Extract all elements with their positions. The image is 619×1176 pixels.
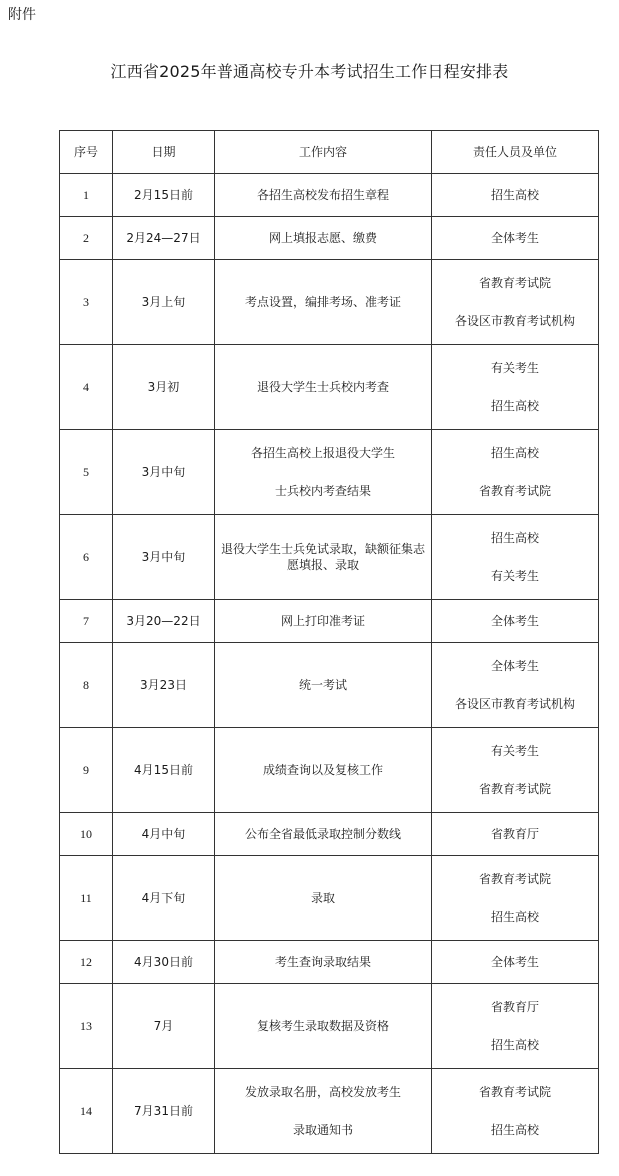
table-row (60, 430, 599, 515)
row-date: 3月上旬 (113, 260, 215, 345)
row-content (215, 1069, 432, 1154)
row-content (215, 515, 432, 600)
row-number: 14 (60, 1069, 113, 1154)
row-responsible-line: 省教育考试院 (478, 781, 551, 796)
row-content (215, 813, 432, 856)
row-responsible (432, 345, 599, 430)
table-row (60, 217, 599, 260)
row-number: 11 (60, 856, 113, 941)
row-content (215, 600, 432, 643)
row-number: 12 (60, 941, 113, 984)
row-responsible-line: 招生高校 (490, 909, 539, 924)
row-date: 4月中旬 (113, 813, 215, 856)
row-content-line: 成绩查询以及复核工作 (262, 763, 383, 777)
row-responsible (432, 941, 599, 984)
row-content-line: 退役大学生士兵免试录取，缺额征集志愿填报、录取 (220, 542, 425, 572)
row-responsible (432, 260, 599, 345)
row-number: 8 (60, 643, 113, 728)
header-no: 序号 (60, 131, 113, 174)
row-date: 3月中旬 (113, 515, 215, 600)
row-responsible (432, 728, 599, 813)
table-row (60, 984, 599, 1069)
row-number: 10 (60, 813, 113, 856)
table-row (60, 941, 599, 984)
row-content-line: 考点设置，编排考场、准考证 (244, 295, 401, 309)
row-content (215, 217, 432, 260)
row-number: 6 (60, 515, 113, 600)
row-content-line: 各招生高校发布招生章程 (256, 188, 389, 202)
row-date: 2月15日前 (113, 174, 215, 217)
row-content (215, 984, 432, 1069)
table-row (60, 174, 599, 217)
row-number: 7 (60, 600, 113, 643)
row-responsible (432, 813, 599, 856)
row-number: 3 (60, 260, 113, 345)
table-header-row (60, 131, 599, 174)
row-responsible (432, 515, 599, 600)
row-responsible (432, 1069, 599, 1154)
row-responsible-line: 有关考生 (490, 744, 539, 759)
row-date: 2月24—27日 (113, 217, 215, 260)
row-responsible-line: 省教育考试院 (478, 483, 551, 498)
row-responsible (432, 217, 599, 260)
row-responsible-line: 招生高校 (490, 531, 539, 546)
document-title: 江西省2025年普通高校专升本考试招生工作日程安排表 (110, 62, 509, 81)
row-date: 7月 (113, 984, 215, 1069)
row-responsible-line: 有关考生 (490, 568, 539, 583)
row-responsible (432, 174, 599, 217)
row-date: 3月初 (113, 345, 215, 430)
row-responsible (432, 430, 599, 515)
row-content-line: 士兵校内考查结果 (274, 483, 371, 498)
row-content-line: 复核考生录取数据及资格 (256, 1019, 389, 1033)
row-responsible-line: 全体考生 (490, 955, 539, 969)
row-content (215, 941, 432, 984)
row-date: 7月31日前 (113, 1069, 215, 1154)
table-row (60, 1069, 599, 1154)
row-responsible-line: 省教育考试院 (478, 872, 551, 887)
row-content-line: 网上打印准考证 (280, 614, 365, 628)
header-content: 工作内容 (215, 131, 432, 174)
row-content-line: 各招生高校上报退役大学生 (250, 446, 395, 461)
row-number: 4 (60, 345, 113, 430)
header-date: 日期 (113, 131, 215, 174)
row-date: 3月20—22日 (113, 600, 215, 643)
row-content (215, 174, 432, 217)
row-responsible-line: 省教育考试院 (478, 1085, 551, 1100)
row-number: 1 (60, 174, 113, 217)
row-content (215, 643, 432, 728)
row-responsible-line: 招生高校 (490, 188, 539, 202)
row-responsible-line: 省教育厅 (490, 827, 539, 841)
table-row (60, 345, 599, 430)
row-content (215, 728, 432, 813)
row-responsible-line: 全体考生 (490, 659, 539, 674)
row-responsible (432, 856, 599, 941)
row-content-line: 公布全省最低录取控制分数线 (244, 827, 401, 841)
row-content (215, 345, 432, 430)
row-responsible-line: 全体考生 (490, 614, 539, 628)
row-content-line: 退役大学生士兵校内考查 (256, 380, 389, 394)
row-date: 3月中旬 (113, 430, 215, 515)
row-content-line: 发放录取名册，高校发放考生 (244, 1085, 401, 1100)
row-content (215, 260, 432, 345)
table-row (60, 260, 599, 345)
table-row (60, 856, 599, 941)
row-responsible (432, 600, 599, 643)
row-responsible-line: 招生高校 (490, 398, 539, 413)
table-row (60, 600, 599, 643)
row-date: 4月30日前 (113, 941, 215, 984)
table-row (60, 643, 599, 728)
row-date: 4月15日前 (113, 728, 215, 813)
row-content-line: 统一考试 (298, 678, 347, 692)
row-responsible-line: 各设区市教育考试机构 (454, 313, 575, 328)
row-responsible (432, 643, 599, 728)
row-responsible (432, 984, 599, 1069)
row-responsible-line: 招生高校 (490, 1037, 539, 1052)
row-responsible-line: 省教育厅 (490, 1000, 539, 1015)
row-content (215, 430, 432, 515)
table-row (60, 515, 599, 600)
row-content-line: 考生查询录取结果 (274, 955, 371, 969)
schedule-table (59, 130, 599, 1154)
row-date: 4月下旬 (113, 856, 215, 941)
row-number: 13 (60, 984, 113, 1069)
row-content-line: 录取 (310, 891, 335, 905)
row-content (215, 856, 432, 941)
table-row (60, 813, 599, 856)
row-responsible-line: 全体考生 (490, 231, 539, 245)
row-responsible-line: 招生高校 (490, 1122, 539, 1137)
row-number: 2 (60, 217, 113, 260)
table-row (60, 728, 599, 813)
row-content-line: 网上填报志愿、缴费 (268, 231, 377, 245)
row-number: 5 (60, 430, 113, 515)
row-date: 3月23日 (113, 643, 215, 728)
row-responsible-line: 省教育考试院 (478, 276, 551, 291)
row-number: 9 (60, 728, 113, 813)
header-responsible: 责任人员及单位 (432, 131, 599, 174)
attachment-label: 附件 (8, 7, 36, 23)
row-content-line: 录取通知书 (292, 1122, 353, 1137)
row-responsible-line: 各设区市教育考试机构 (454, 696, 575, 711)
row-responsible-line: 招生高校 (490, 446, 539, 461)
row-responsible-line: 有关考生 (490, 361, 539, 376)
